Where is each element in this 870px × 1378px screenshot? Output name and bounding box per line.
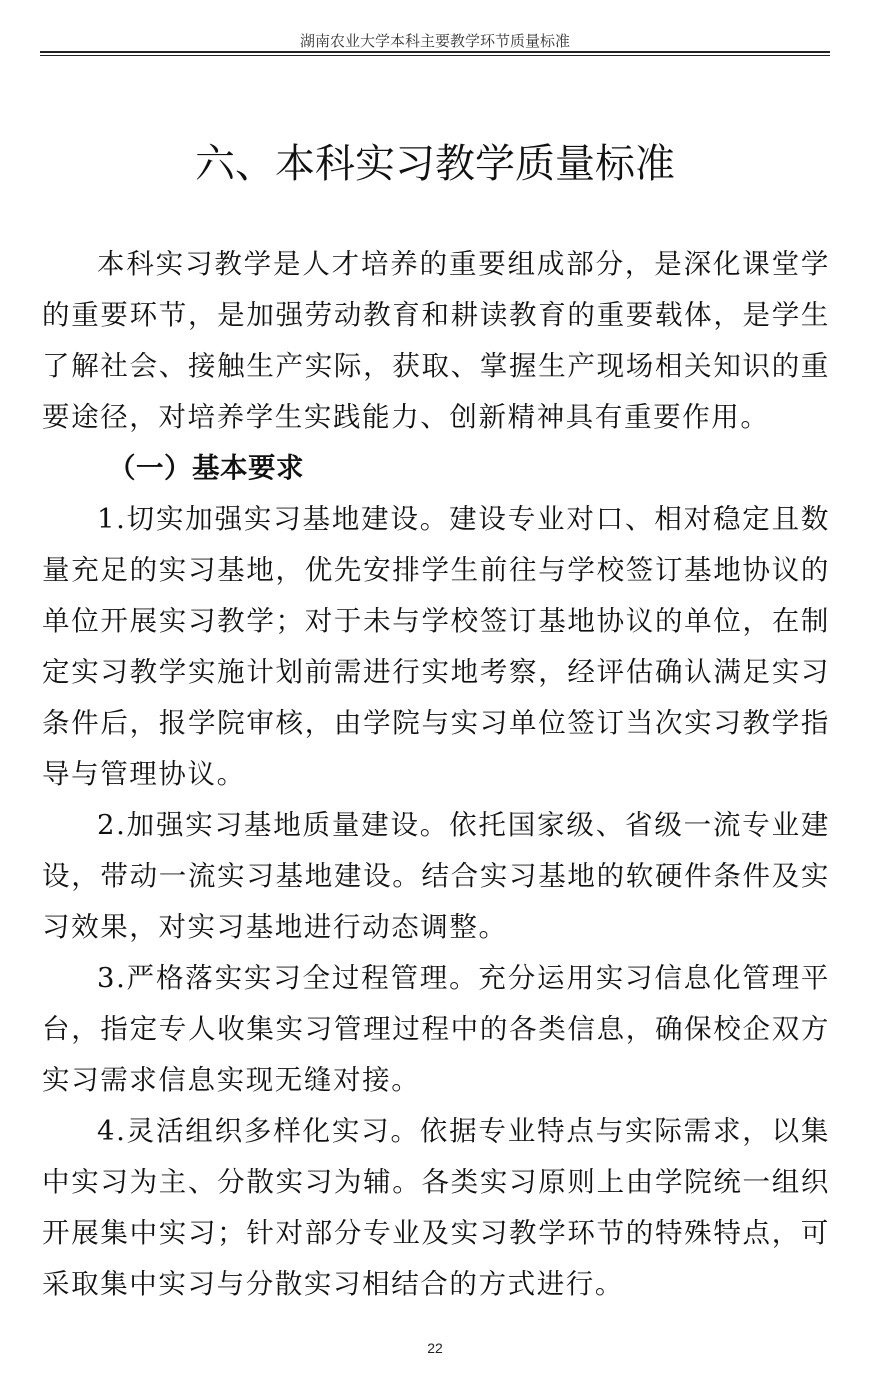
- requirement-item-2: 2.加强实习基地质量建设。依托国家级、省级一流专业建设，带动一流实习基地建设。结合实习基地的软硬件条件及实习效果，对实习基地进行动态调整。: [42, 809, 830, 943]
- header-rule-thin: [40, 55, 830, 56]
- requirement-item-4: 4.灵活组织多样化实习。依据专业特点与实际需求，以集中实习为主、分散实习为辅。各类实习原则上由学院统一组织开展集中实习；针对部分专业及实习教学环节的特殊特点，可采取集中实习与分散实习相结合的方式进行。: [42, 1115, 830, 1300]
- requirement-item-1: 1.切实加强实习基地建设。建设专业对口、相对稳定且数量充足的实习基地，优先安排学生前往与学校签订基地协议的单位开展实习教学；对于未与学校签订基地协议的单位，在制定实习教学实施计划前需进行实地考察，经评估确认满足实习条件后，报学院审核，由学院与实习单位签订当次实习教学指导与管理协议。: [42, 503, 830, 790]
- header-rule-thick: [40, 51, 830, 53]
- section-heading: （一）基本要求: [108, 452, 304, 484]
- page-number: 22: [427, 1340, 443, 1356]
- intro-paragraph: 本科实习教学是人才培养的重要组成部分，是深化课堂学的重要环节，是加强劳动教育和耕读教育的重要载体，是学生了解社会、接触生产实际，获取、掌握生产现场相关知识的重要途径，对培养学生实践能力、创新精神具有重要作用。: [42, 248, 830, 433]
- requirement-item-3: 3.严格落实实习全过程管理。充分运用实习信息化管理平台，指定专人收集实习管理过程中的各类信息，确保校企双方实习需求信息实现无缝对接。: [42, 962, 830, 1096]
- page-title: 六、本科实习教学质量标准: [195, 141, 675, 187]
- running-header: 湖南农业大学本科主要教学环节质量标准: [299, 32, 570, 50]
- body-content: [42, 239, 830, 1310]
